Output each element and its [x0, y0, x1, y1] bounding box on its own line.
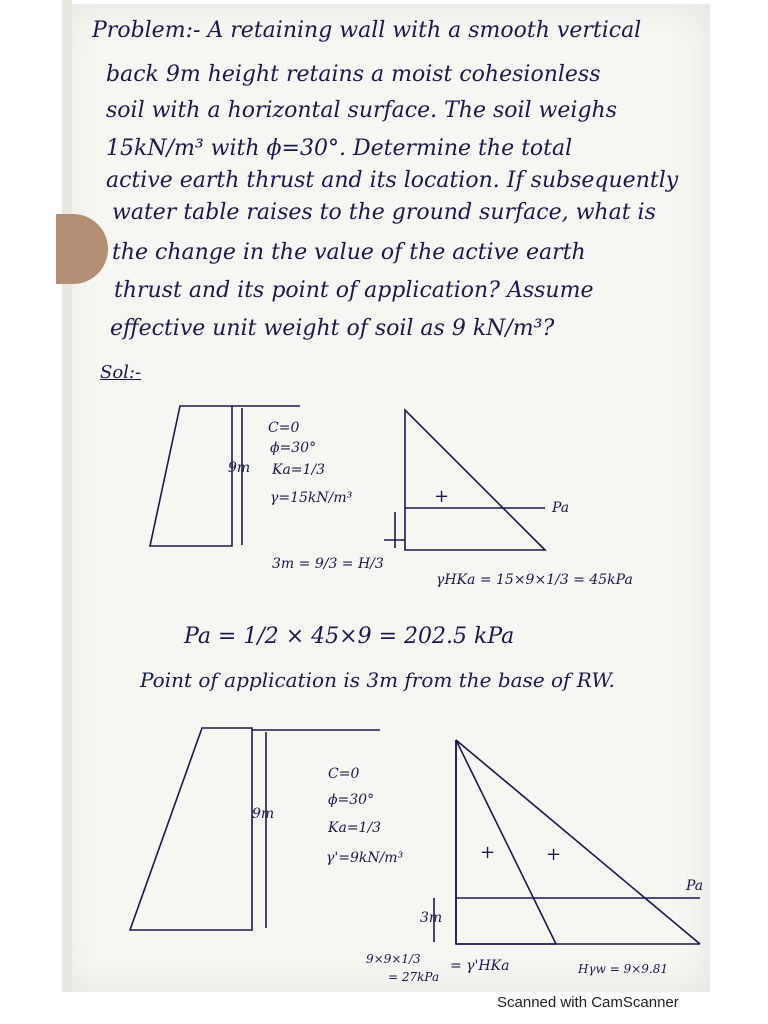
d2-plus-sign-1: + — [480, 842, 496, 863]
pa-equation: Pa = 1/2 × 45×9 = 202.5 kPa — [184, 624, 515, 649]
d2-force-label: Pa — [686, 878, 704, 894]
problem-line-1: Problem:- A retaining wall with a smooth vertical — [92, 18, 642, 43]
problem-line-5: active earth thrust and its location. If subsequently — [106, 168, 679, 193]
d2-height-label: 9m — [252, 806, 275, 822]
d2-base-mid: = γ'HKa — [450, 958, 510, 974]
problem-line-6: water table raises to the ground surface, what is — [112, 200, 656, 225]
d1-height-label: 9m — [228, 460, 251, 476]
d2-base-right: Hγw = 9×9.81 — [578, 962, 668, 976]
d1-prop-ka: Ka=1/3 — [272, 462, 326, 478]
solution-label: Sol:- — [100, 362, 142, 383]
wall-2 — [130, 728, 252, 930]
d2-prop-ka: Ka=1/3 — [328, 820, 382, 836]
problem-line-3: soil with a horizontal surface. The soil weighs — [106, 98, 617, 123]
d2-base-left-1: 9×9×1/3 — [366, 952, 421, 966]
scanner-watermark: Scanned with CamScanner — [497, 994, 679, 1011]
wall-1 — [150, 406, 232, 546]
d2-prop-phi: ϕ=30° — [328, 792, 375, 808]
problem-line-9: effective unit weight of soil as 9 kN/m³? — [110, 316, 555, 341]
problem-line-7: the change in the value of the active earth — [112, 240, 586, 265]
d1-point-label: 3m = 9/3 = H/3 — [272, 556, 384, 572]
d1-force-label: Pa — [552, 500, 570, 516]
soil-pressure-triangle-2 — [456, 740, 556, 944]
d1-prop-phi: ϕ=30° — [270, 440, 317, 456]
problem-line-8: thrust and its point of application? Assume — [114, 278, 594, 303]
application-text: Point of application is 3m from the base of RW. — [140, 668, 615, 692]
problem-line-4: 15kN/m³ with ϕ=30°. Determine the total — [106, 136, 573, 161]
d1-prop-c: C=0 — [268, 420, 300, 436]
problem-line-2: back 9m height retains a moist cohesionless — [106, 62, 601, 87]
d1-prop-gamma: γ=15kN/m³ — [270, 490, 353, 506]
d2-plus-sign-2: + — [546, 844, 562, 865]
d1-pressure-label: γHKa = 15×9×1/3 = 45kPa — [436, 572, 633, 588]
d2-prop-gamma: γ'=9kN/m³ — [326, 850, 404, 866]
d1-plus-sign: + — [434, 486, 450, 507]
d2-prop-c: C=0 — [328, 766, 360, 782]
d2-depth-label: 3m — [420, 910, 443, 926]
d2-base-left-2: = 27kPa — [388, 970, 440, 984]
pressure-triangle-1 — [405, 410, 545, 550]
